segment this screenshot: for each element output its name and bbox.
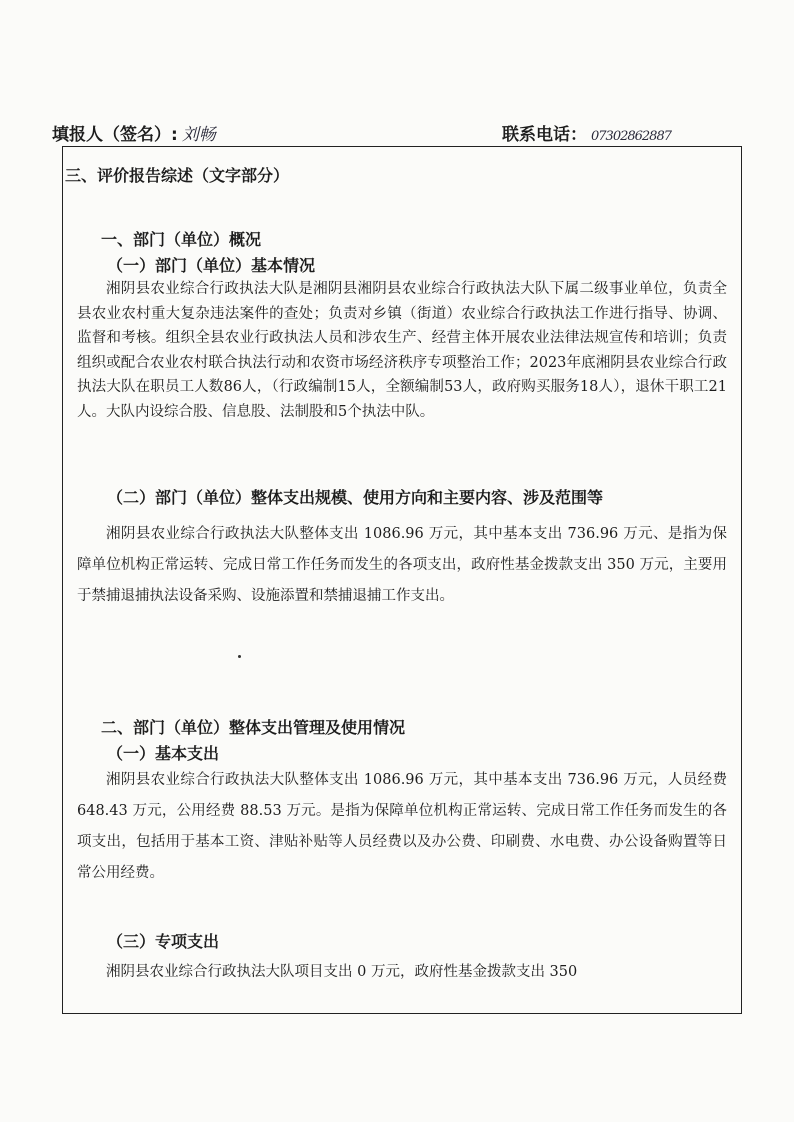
part1-sub2-text: 湘阴县农业综合行政执法大队整体支出 1086.96 万元，其中基本支出 736.96 万元、是指为保障单位机构正常运转、完成日常工作任务而发生的各项支出，政府性基金拨款支出 350 万元，主要用于禁捕退捕执法设备采购、设施添置和禁捕退捕工作支出。 — [77, 526, 727, 604]
filler-field — [52, 120, 216, 145]
part1-sub1-title: （一）部门（单位）基本情况 — [107, 256, 316, 275]
part1-title: 一、部门（单位）概况 — [101, 230, 262, 249]
phone-label: 联系电话： — [502, 125, 587, 145]
part2-title: 二、部门（单位）整体支出管理及使用情况 — [101, 718, 406, 737]
report-frame — [62, 146, 742, 1014]
filler-signature: 刘畅 — [181, 125, 216, 145]
part2-sub1-text: 湘阴县农业综合行政执法大队整体支出 1086.96 万元，其中基本支出 736.96 万元，人员经费 648.43 万元，公用经费 88.53 万元。是指为保障单位机构正常运转、完成日常工作任务而发生的各项支出，包括用于基本工资、津贴补贴等人员经费以及办公费、印刷费、水电费、办公设备购置等日常公用经费。 — [77, 772, 727, 881]
part2-sub3-title: （三）专项支出 — [107, 932, 220, 951]
filler-label: 填报人（签名）: — [52, 125, 178, 145]
form-header — [52, 118, 752, 146]
section-title: 三、评价报告综述（文字部分） — [65, 166, 290, 185]
phone-field — [502, 120, 671, 145]
part2-sub3-text: 湘阴县农业综合行政执法大队项目支出 0 万元，政府性基金拨款支出 350 — [106, 964, 578, 980]
part1-sub1-text: 湘阴县农业综合行政执法大队是湘阴县湘阴县农业综合行政执法大队下属二级事业单位，负责全县农业农村重大复杂违法案件的查处；负责对乡镇（街道）农业综合行政执法工作进行指导、协调、监督和考核。组织全县农业行政执法人员和涉农生产、经营主体开展农业法律法规宣传和培训；负责组织或配合农业农村联合执法行动和农资市场经济秩序专项整治工作；2023年底湘阴县农业综合行政执法大队在职员工人数86人，（行政编制15人，全额编制53人，政府购买服务18人），退休干职工21人。大队内设综合股、信息股、法制股和5个执法中队。 — [77, 281, 727, 420]
part2-sub1-title: （一）基本支出 — [107, 744, 220, 763]
part1-sub2-title: （二）部门（单位）整体支出规模、使用方向和主要内容、涉及范围等 — [107, 488, 604, 507]
phone-handwritten: 07302862887 — [591, 129, 671, 144]
ink-dot — [238, 655, 241, 658]
